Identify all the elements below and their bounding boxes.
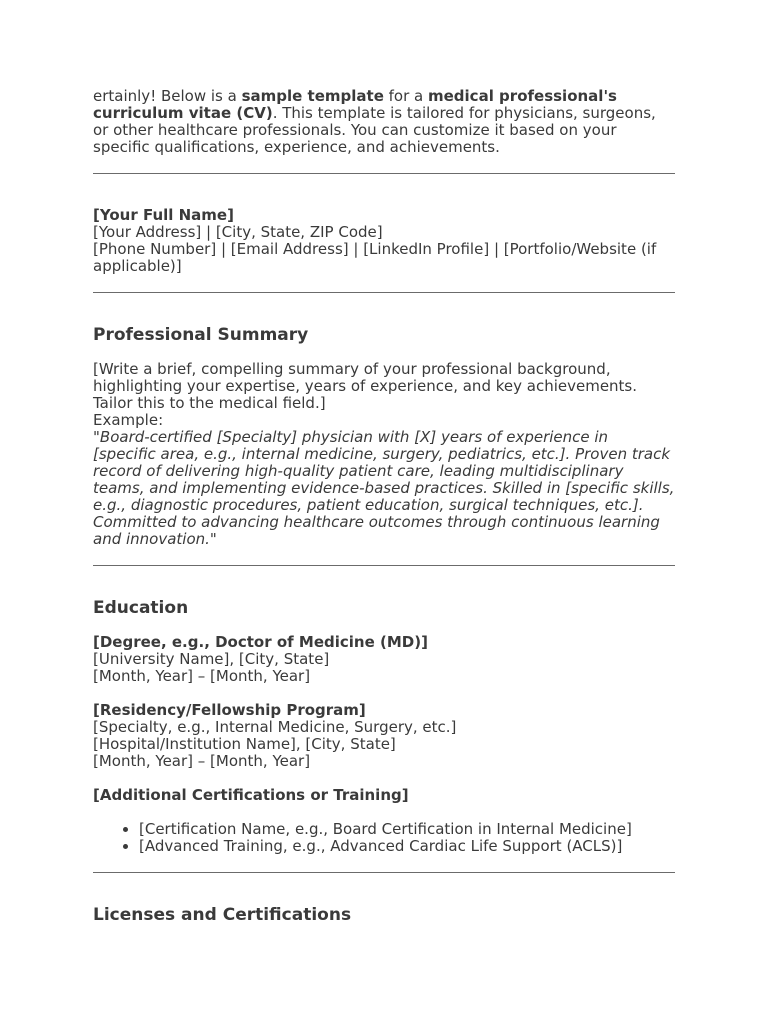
full-name: [Your Full Name] <box>93 206 234 224</box>
intro-text: ertainly! Below is a <box>93 87 242 105</box>
summary-example-text: Board-certified [Specialty] physician with [X] years of experience in [specific area, e.g., internal medicine, surgery, pediatrics, etc.]. Proven track record of delivering high-quality patient care, leading multidisciplinary teams, and implementing evidence-based practices. Skilled in [specific skills, e.g., diagnostic procedures, patient education, surgical techniques, etc.]. Committed to advancing healthcare outcomes through continuous learning and innovation. <box>93 428 675 548</box>
intro-bold-template: sample template <box>241 87 384 105</box>
residency-dates: [Month, Year] – [Month, Year] <box>93 752 311 770</box>
residency-title: [Residency/Fellowship Program] <box>93 701 366 719</box>
summary-example-label: Example: <box>93 411 164 429</box>
intro-text: . This template is tailored for physicians, surgeons, or other healthcare professionals. You can customize it based on your specific qualifications, experience, and achievements. <box>93 104 656 156</box>
section-divider <box>93 173 675 174</box>
section-divider <box>93 292 675 293</box>
summary-block <box>93 361 675 548</box>
summary-heading: Professional Summary <box>93 325 309 345</box>
section-divider <box>93 872 675 873</box>
quote-mark: " <box>209 530 217 548</box>
licenses-heading: Licenses and Certifications <box>93 905 352 925</box>
address-line: [Your Address] | [City, State, ZIP Code] <box>93 223 383 241</box>
intro-paragraph <box>93 88 675 156</box>
section-divider <box>93 565 675 566</box>
summary-instruction: [Write a brief, compelling summary of your professional background, highlighting your expertise, years of experience, and key achievements. Tailor this to the medical field.] <box>93 360 638 412</box>
list-item: • [Certification Name, e.g., Board Certification in Internal Medicine] <box>139 821 675 838</box>
residency-hospital: [Hospital/Institution Name], [City, State] <box>93 735 396 753</box>
quote-mark: " <box>93 428 100 446</box>
intro-text: for a <box>383 87 428 105</box>
degree-school: [University Name], [City, State] <box>93 650 330 668</box>
summary-example <box>93 429 675 548</box>
intro-bold-cv: medical professional's curriculum vitae (CV) <box>93 87 617 122</box>
education-degree <box>93 634 675 685</box>
education-heading: Education <box>93 598 189 618</box>
degree-title: [Degree, e.g., Doctor of Medicine (MD)] <box>93 633 428 651</box>
degree-dates: [Month, Year] – [Month, Year] <box>93 667 311 685</box>
contact-block <box>93 207 675 275</box>
additional-title: [Additional Certifications or Training] <box>93 786 409 804</box>
education-residency <box>93 702 675 770</box>
document-page <box>93 0 675 924</box>
list-item: • [Advanced Training, e.g., Advanced Cardiac Life Support (ACLS)] <box>139 838 675 855</box>
residency-specialty: [Specialty, e.g., Internal Medicine, Surgery, etc.] <box>93 718 457 736</box>
contact-line: [Phone Number] | [Email Address] | [LinkedIn Profile] | [Portfolio/Website (if applicable)] <box>93 240 657 275</box>
certification-list <box>93 821 675 855</box>
